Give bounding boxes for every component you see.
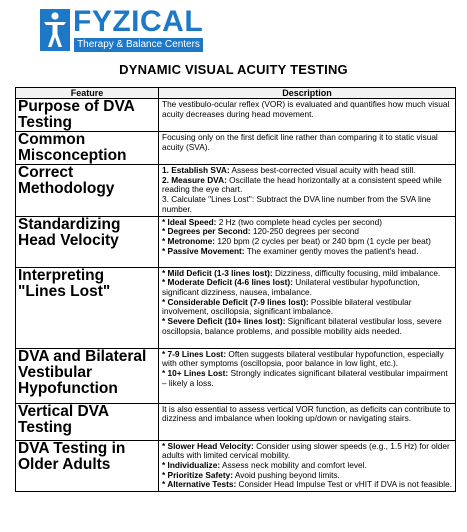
description-line-label: * Degrees per Second: xyxy=(162,226,251,237)
description-line-label: * Severe Deficit (10+ lines lost): xyxy=(162,316,286,327)
table-row xyxy=(16,165,456,217)
description-line xyxy=(162,100,453,119)
description-cell xyxy=(159,267,456,348)
description-line-text: The vestibulo-ocular reflex (VOR) is evaluated and quantifies how much visual acuity decreases during head movement. xyxy=(162,99,450,119)
description-line-text: Avoid pushing beyond limits. xyxy=(233,469,340,480)
description-line-label: * Mild Deficit (1-3 lines lost): xyxy=(162,267,273,278)
description-line-label: * 10+ Lines Lost: xyxy=(162,367,229,378)
table-row xyxy=(16,348,456,403)
description-line-label: * 7-9 Lines Lost: xyxy=(162,348,227,359)
description-line xyxy=(162,350,453,369)
table-row xyxy=(16,267,456,348)
description-line-label: * Moderate Deficit (4-6 lines lost): xyxy=(162,277,293,288)
description-line xyxy=(162,298,453,317)
description-line-label: * Metronome: xyxy=(162,235,216,246)
description-line xyxy=(162,480,453,490)
logo-subtitle: Therapy & Balance Centers xyxy=(74,38,203,52)
description-line-text: It is also essential to assess vertical VOR function, as deficits can contribute to dizziness and imbalance when looking up/down or navigating stairs. xyxy=(162,403,451,424)
description-line-text: The examiner gently moves the patient's head. xyxy=(244,245,419,256)
feature-cell: Common Misconception xyxy=(16,132,159,165)
description-line-label: * Passive Movement: xyxy=(162,245,245,256)
description-line xyxy=(162,405,453,424)
table-row xyxy=(16,440,456,492)
description-line-text: Focusing only on the first deficit line rather than comparing it to static visual acuity (SVA). xyxy=(162,132,438,152)
description-cell xyxy=(159,99,456,132)
description-line-text: Consider using slower speeds (e.g., 1.5 Hz) for older adults with limited cervical mobility. xyxy=(162,440,450,461)
table-header-row xyxy=(16,88,456,99)
logo-figure-icon xyxy=(40,9,70,51)
feature-cell: Correct Methodology xyxy=(16,165,159,217)
description-cell xyxy=(159,348,456,403)
description-line-label: * Slower Head Velocity: xyxy=(162,440,254,451)
description-cell xyxy=(159,403,456,440)
page-title: DYNAMIC VISUAL ACUITY TESTING xyxy=(119,62,348,77)
description-line-text: 2 Hz (two complete head cycles per second) xyxy=(216,216,382,227)
table-body xyxy=(16,99,456,492)
description-line-label: * Individualize: xyxy=(162,459,221,470)
description-line-label: * Considerable Deficit (7-9 lines lost): xyxy=(162,296,309,307)
description-line xyxy=(162,195,453,214)
description-line-label: 1. Establish SVA: xyxy=(162,165,230,175)
description-line xyxy=(162,176,453,195)
description-line-text: Often suggests bilateral vestibular hypofunction, especially with other symptoms (oscillopsia, poor balance in low light, etc.). xyxy=(162,348,444,369)
description-line-text: Possible bilateral vestibular involvement, oscillopsia, significant imbalance. xyxy=(162,296,412,317)
description-line-text: 3. Calculate "Lines Lost": Subtract the DVA line number from the SVA line number. xyxy=(162,194,431,214)
header-feature: Feature xyxy=(16,88,159,99)
feature-cell: Interpreting "Lines Lost" xyxy=(16,267,159,348)
description-line-label: * Ideal Speed: xyxy=(162,216,217,227)
description-line-label: 2. Measure DVA: xyxy=(162,174,227,185)
feature-cell: Standardizing Head Velocity xyxy=(16,216,159,267)
feature-cell: Purpose of DVA Testing xyxy=(16,99,159,132)
description-cell xyxy=(159,132,456,165)
description-line-text: Assess best-corrected visual acuity with head still. xyxy=(229,165,416,175)
feature-cell: Vertical DVA Testing xyxy=(16,403,159,440)
description-line-text: Assess neck mobility and comfort level. xyxy=(220,459,367,470)
description-line-text: 120-250 degrees per second xyxy=(250,226,359,237)
description-line-label: * Prioritize Safety: xyxy=(162,469,234,480)
dva-table xyxy=(15,87,456,492)
feature-cell: DVA Testing in Older Adults xyxy=(16,440,159,492)
description-line-text: Significant bilateral vestibular loss, severe oscillopsia, balance problems, and possible mobility aids needed. xyxy=(162,316,442,336)
description-cell xyxy=(159,165,456,217)
header-description: Description xyxy=(159,88,456,99)
description-line xyxy=(162,278,453,297)
description-cell xyxy=(159,216,456,267)
table-row xyxy=(16,99,456,132)
table-row xyxy=(16,216,456,267)
description-line xyxy=(162,369,453,388)
description-line xyxy=(162,317,453,336)
description-line xyxy=(162,133,453,152)
description-line-text: Strongly indicates significant bilateral vestibular impairment – likely a loss. xyxy=(162,367,448,388)
description-cell xyxy=(159,440,456,492)
feature-cell: DVA and Bilateral Vestibular Hypofunction xyxy=(16,348,159,403)
description-line-text: Consider Head Impulse Test or vHIT if DVA is not feasible. xyxy=(236,479,453,490)
description-line-text: Dizziness, difficulty focusing, mild imbalance. xyxy=(272,267,441,278)
description-line xyxy=(162,247,453,257)
logo-name: FYZICAL xyxy=(73,5,204,38)
description-line-label: * Alternative Tests: xyxy=(162,479,237,490)
description-line xyxy=(162,442,453,461)
fyzical-logo xyxy=(40,5,204,53)
table-row xyxy=(16,132,456,165)
table-row xyxy=(16,403,456,440)
description-line-text: Oscillate the head horizontally at a consistent speed while reading the eye chart. xyxy=(162,174,442,195)
description-line-text: 120 bpm (2 cycles per beat) or 240 bpm (1 cycle per beat) xyxy=(215,235,431,246)
description-line-text: Unilateral vestibular hypofunction, significant dizziness, nausea, imbalance. xyxy=(162,277,420,297)
